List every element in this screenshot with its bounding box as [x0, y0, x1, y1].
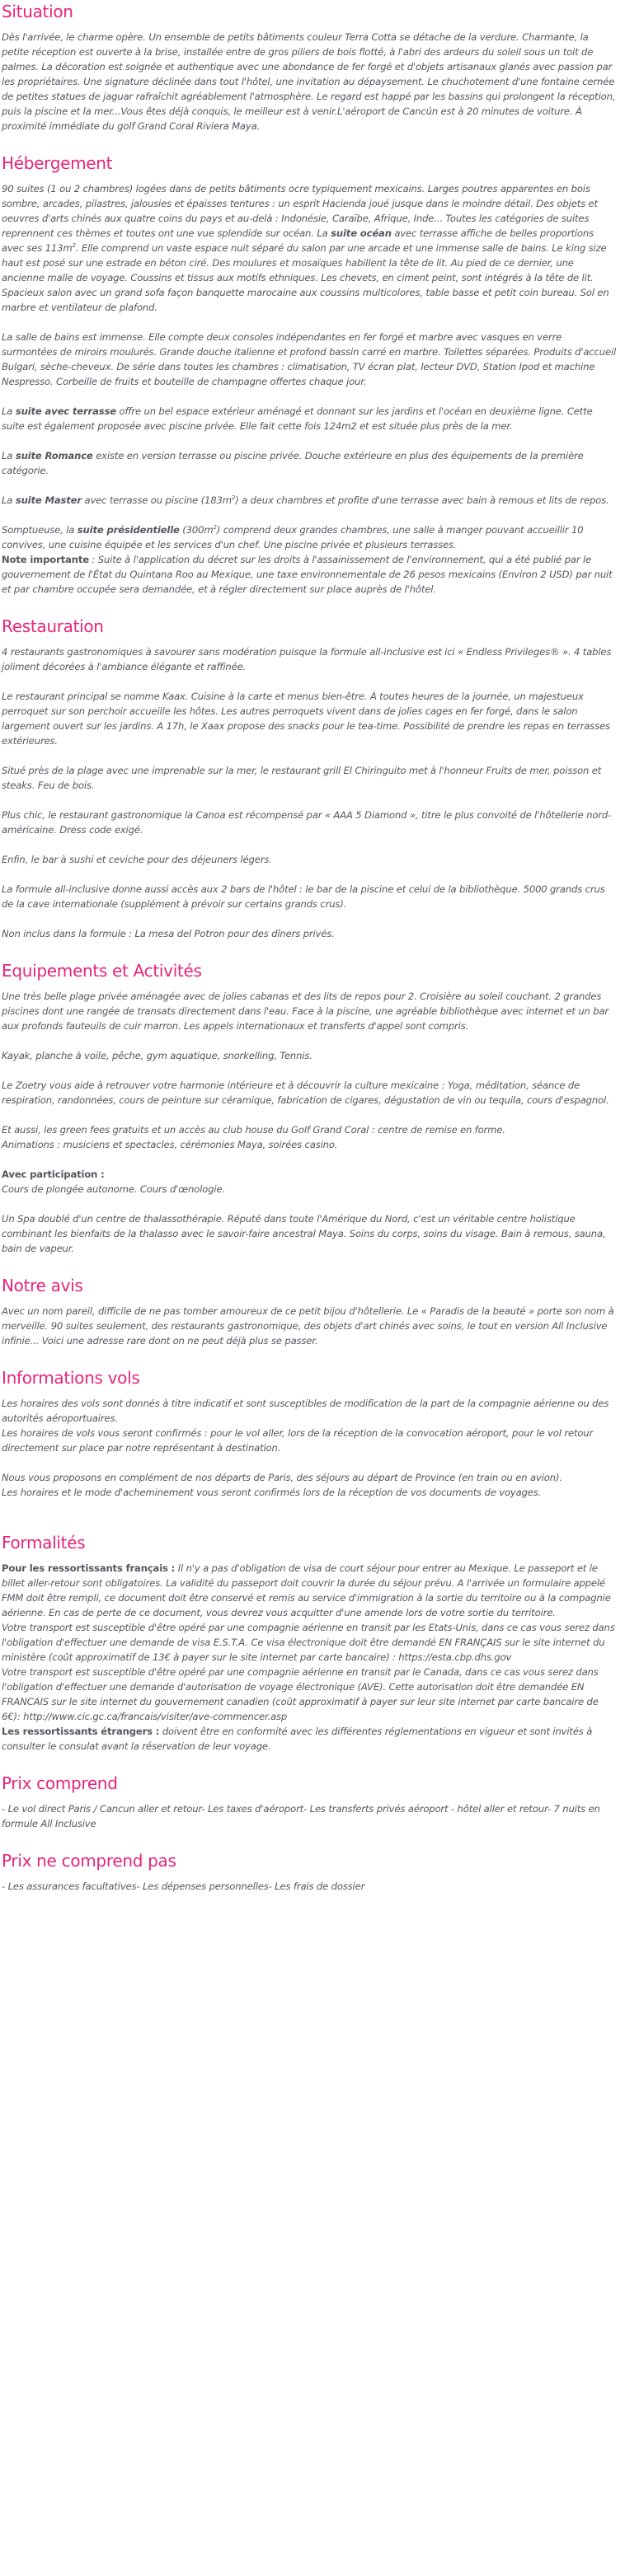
- text-run: - Le vol direct Paris / Cancun aller et retour- Les taxes d'aéroport- Les transferts privés aéroport - hôtel aller et retour- 7 nuits en formule All Inclusive: [2, 1803, 600, 1829]
- text-run: existe en version terrasse ou piscine privée. Douche extérieure en plus des équipements de la première catégorie.: [2, 450, 584, 476]
- text-run: La salle de bains est immense. Elle compte deux consoles indépendantes en fer forgé et marbre avec vasques en verre surmontées de miroirs moulurés. Grande douche italienne et profond bassin carré en marbre. Toilettes séparées. Produits d'accueil Bulgari, sèche-cheveux. De série dans toutes les chambres : climatisation, TV écran plat, lecteur DVD, Station Ipod et machine Nespresso. Corbeille de fruits et bouteille de champagne offertes chaque jour.: [2, 331, 617, 387]
- paragraph: [2, 1167, 618, 1197]
- superscript: 2: [213, 524, 217, 532]
- bold-text: Note importante: [2, 554, 89, 565]
- section-title-equipements-et-activites: Equipements et Activités: [2, 961, 202, 981]
- section-prix-comprend: [2, 1772, 618, 1831]
- text-run: Il n'y a pas d'obligation de visa de court séjour pour entrer au Mexique. Le passeport et le billet aller-retour sont obligatoires. La validité du passeport doit couvrir la durée du séjour prévu. A l'arrivée un formulaire appelé FMM doit être rempli, ce document doit être conservé et remis au service d'immigration à la sortie du territoire ou à la compagnie aérienne. En cas de perte de ce document, vous devrez vous acquitter d'une amende lors de votre sortie du territoire.: [2, 1562, 611, 1618]
- superscript: 2: [231, 494, 236, 502]
- text-run: Votre transport est susceptible d'être opéré par une compagnie aérienne en transit par les Etats-Unis, dans ce cas vous serez dans l'obligation d'effectuer une demande de visa E.S.T.A. Ce visa électronique doit être demandé EN FRANÇAIS sur le site internet du ministère (coût approximatif de 13€ à payer sur le site internet par carte bancaire) : https://esta.cbp.dhs.gov: [2, 1622, 615, 1663]
- paragraph: [2, 1078, 618, 1108]
- section-title-prix-comprend: Prix comprend: [2, 1773, 118, 1793]
- text-run: : Suite à l'application du décret sur les droits à l'assainissement de l'environnement, qui a été publié par le gouvernement de l'État du Quintana Roo au Mexique, une taxe environnementale de 26 pesos mexicains (Environ 2 USD) par nuit et par chambre occupée sera demandée, et à régler directement sur place auprès de l'hôtel.: [2, 554, 613, 595]
- bold-text: Avec participation :: [2, 1169, 105, 1180]
- text-run: avec terrasse affiche de belles proportions avec ses 113m: [2, 227, 594, 254]
- text-run: Le restaurant principal se nomme Kaax. Cuisine à la carte et menus bien-être. À toutes heures de la journée, un majestueux perroquet sur son perchoir accueille les hôtes. Les autres perroquets vivent dans de jolies cages en fer forgé, dans le salon largement ouvert sur les jardins. A 17h, le Xaax propose des snacks pour le tea-time. Possibilité de prendre les repas en terrasses extérieures.: [2, 691, 610, 747]
- paragraph: [2, 1048, 618, 1063]
- paragraph: [2, 493, 618, 508]
- text-run: - Les assurances facultatives- Les dépenses personnelles- Les frais de dossier: [2, 1880, 365, 1892]
- paragraph: [2, 763, 618, 793]
- text-run: avec terrasse ou piscine (183m: [81, 494, 232, 506]
- text-run: 90 suites (1 ou 2 chambres) logées dans de petits bâtiments ocre typiquement mexicains. Larges poutres apparentes en bois sombre, arcades, pilastres, jalousies et épaisses tentures : un esprit Hacienda joué jusque dans le moindre détail. Des objets et oeuvres d'arts chinés aux quatre coins du pays et au-delà : Indonésie, Caraïbe, Afrique, Inde... Toutes les catégories de suites reprennent ces thèmes et toutes ont une vue splendide sur océan. La: [2, 183, 598, 239]
- bold-text: suite océan: [331, 227, 392, 239]
- section-notre-avis: [2, 1274, 618, 1348]
- bold-text: Pour les ressortissants français :: [2, 1562, 176, 1574]
- paragraph: [2, 330, 618, 389]
- text-run: . Elle comprend un vaste espace nuit séparé du salon par une arcade et une immense salle de bains. Le king size haut est posé sur une estrade en béton ciré. Des moulures et mosaïques habillent la tête de lit. Au pied de ce dernier, une ancienne malle de voyage. Coussins et tissus aux motifs ethniques. Les chevets, en ciment peint, sont intégrés à la tête de lit. Spacieux salon avec un grand sofa façon banquette marocaine aux coussins multicolores, table basse et petit coin bureau. Sol en marbre et ventilateur de plafond.: [2, 242, 609, 313]
- section-prix-ne-comprend-pas: [2, 1849, 618, 1894]
- paragraph: [2, 1211, 618, 1256]
- text-run: Le Zoetry vous aide à retrouver votre harmonie intérieure et à découvrir la culture mexicaine : Yoga, méditation, séance de respiration, randonnées, cours de peinture sur céramique, fabrication de cigares, dégustation de vin ou tequila, cours d'espagnol.: [2, 1080, 609, 1106]
- bold-text: Les ressortissants étrangers :: [2, 1726, 160, 1737]
- section-equipements-et-activites: [2, 959, 618, 1256]
- paragraph: [2, 852, 618, 867]
- text-run: Les horaires et le mode d'acheminement vous seront confirmés lors de la réception de vos documents de voyages.: [2, 1487, 542, 1498]
- paragraph: [2, 181, 618, 315]
- section-informations-vols: [2, 1366, 618, 1500]
- section-title-hebergement: Hébergement: [2, 153, 113, 173]
- paragraph: [2, 644, 618, 674]
- text-run: ) a deux chambres et profite d'une terrasse avec bain à remous et lits de repos.: [235, 494, 609, 506]
- text-run: offre un bel espace extérieur aménagé et donnant sur les jardins et l'océan en deuxième ligne. Cette suite est également proposée avec piscine privée. Elle fait cette fois 124m2 et est située plus près de la mer.: [2, 405, 593, 432]
- text-run: Enfin, le bar à sushi et ceviche pour des déjeuners légers.: [2, 854, 272, 865]
- text-run: doivent être en conformité avec les différentes réglementations en vigueur et sont invités à consulter le consulat avant la réservation de leur voyage.: [2, 1726, 593, 1752]
- section-restauration: [2, 615, 618, 941]
- text-run: Les horaires des vols sont donnés à titre indicatif et sont susceptibles de modification de la part de la compagnie aérienne ou des autorités aéroportuaires.: [2, 1398, 609, 1424]
- superscript: 2: [72, 242, 76, 250]
- paragraph: [2, 689, 618, 748]
- text-run: Votre transport est susceptible d'être opéré par une compagnie aérienne en transit par le Canada, dans ce cas vous serez dans l'obligation d'effectuer une demande d'autorisation de voyage électronique (AVE). Cette autorisation doit être demandée EN FRANCAIS sur le site internet du gouvernement canadien (coût approximatif à payer sur leur site internet par carte bancaire de 6€): http://www.cic.gc.ca/francais/visiter/ave-commencer.asp: [2, 1666, 599, 1722]
- text-run: Plus chic, le restaurant gastronomique la Canoa est récompensé par « AAA 5 Diamond », titre le plus convoité de l'hôtellerie nord-américaine. Dress code exigé.: [2, 809, 612, 836]
- paragraph: [2, 1470, 618, 1500]
- paragraph: [2, 882, 618, 911]
- paragraph: [2, 1879, 618, 1894]
- paragraph: [2, 1396, 618, 1455]
- text-run: La: [2, 450, 16, 461]
- text-run: Un Spa doublé d'un centre de thalassothérapie. Réputé dans toute l'Amérique du Nord, c'est un véritable centre holistique combinant les bienfaits de la thalasso avec le savoir-faire ancestral Maya. Soins du corps, soins du visage. Bain à remous, sauna, bain de vapeur.: [2, 1213, 606, 1254]
- text-run: Dès l'arrivée, le charme opère. Un ensemble de petits bâtiments couleur Terra Cotta se détache de la verdure. Charmante, la petite réception est ouverte à la brise, installée entre de gros piliers de bois flotté, à l'abri des ardeurs du soleil sous un toit de palmes. La décoration est soignée et authentique avec une abondance de fer forgé et d'objets artisanaux glanés avec passion par les propriétaires. Une signature déclinée dans tout l'hôtel, une invitation au dépaysement. Le chuchotement d'une fontaine cernée de petites statues de jaguar rafraîchit agréablement l'atmosphère. Le regard est happé par les bassins qui prolongent la réception, puis la piscine et la mer...Vous êtes déjà conquis, le meilleur est à venir.L'aéroport de Cancún est à 20 minutes de voiture. À proximité immédiate du golf Grand Coral Riviera Maya.: [2, 31, 616, 132]
- text-run: La: [2, 494, 16, 506]
- paragraph: [2, 926, 618, 941]
- section-title-notre-avis: Notre avis: [2, 1276, 83, 1295]
- text-run: La: [2, 405, 16, 417]
- text-run: Avec un nom pareil, difficile de ne pas tomber amoureux de ce petit bijou d'hôtellerie. Le « Paradis de la beauté » porte son nom à merveille. 90 suites seulement, des restaurants gastronomique, des objets d'art chinés avec soins, le tout en version All Inclusive infinie... Voici une adresse rare dont on ne peut déjà plus se passer.: [2, 1305, 614, 1347]
- paragraph: [2, 1561, 618, 1754]
- section-situation: [2, 0, 618, 133]
- text-run: ) comprend deux grandes chambres, une salle à manger pouvant accueillir 10 convives, une cuisine équipée et les services d'un chef. Une piscine privée et plusieurs terrasses.: [2, 524, 584, 550]
- paragraph: [2, 522, 618, 597]
- text-run: Animations : musiciens et spectacles, cérémonies Maya, soirées casino.: [2, 1139, 338, 1150]
- text-run: Non inclus dans la formule : La mesa del Potron pour des dîners privés.: [2, 928, 335, 939]
- section-title-restauration: Restauration: [2, 616, 104, 636]
- text-run: (300m: [179, 524, 214, 536]
- text-run: Cours de plongée autonome. Cours d'œnologie.: [2, 1183, 225, 1195]
- section-formalites: [2, 1531, 618, 1754]
- section-hebergement: [2, 152, 618, 597]
- section-title-informations-vols: Informations vols: [2, 1368, 140, 1388]
- text-run: Une très belle plage privée aménagée avec de jolies cabanas et des lits de repos pour 2. Croisière au soleil couchant. 2 grandes piscines dont une rangée de transats directement dans l'eau. Face à la piscine, une agréable bibliothèque avec internet et un bar aux profonds fauteuils de cuir marron. Les appels internationaux et transferts d'appel sont compris.: [2, 991, 609, 1032]
- paragraph: [2, 808, 618, 837]
- section-title-situation: Situation: [2, 2, 73, 21]
- paragraph: [2, 30, 618, 133]
- bold-text: suite Romance: [15, 450, 93, 461]
- text-run: La formule all-inclusive donne aussi accès aux 2 bars de l'hôtel : le bar de la piscine et celui de la bibliothèque. 5000 grands crus de la cave internationale (supplément à prévoir sur certains grands crus).: [2, 883, 605, 910]
- text-run: Situé près de la plage avec une imprenable sur la mer, le restaurant grill El Chiringuito met à l'honneur Fruits de mer, poisson et steaks. Feu de bois.: [2, 765, 602, 791]
- bold-text: suite Master: [15, 494, 82, 506]
- bold-text: suite avec terrasse: [15, 405, 117, 417]
- paragraph: [2, 989, 618, 1033]
- section-title-formalites: Formalités: [2, 1533, 86, 1553]
- bold-text: suite présidentielle: [77, 524, 180, 536]
- section-title-prix-ne-comprend-pas: Prix ne comprend pas: [2, 1851, 176, 1871]
- text-run: 4 restaurants gastronomiques à savourer sans modération puisque la formule all-inclusive est ici « Endless Privileges® ». 4 tables joliment décorées à l'ambiance élégante et raffinée.: [2, 646, 612, 672]
- text-run: Kayak, planche à voile, pêche, gym aquatique, snorkelling, Tennis.: [2, 1050, 312, 1061]
- paragraph: [2, 1122, 618, 1152]
- text-run: Nous vous proposons en complément de nos départs de Paris, des séjours au départ de Province (en train ou en avion).: [2, 1472, 562, 1483]
- paragraph: [2, 448, 618, 478]
- text-run: Somptueuse, la: [2, 524, 78, 536]
- paragraph: [2, 404, 618, 433]
- text-run: Les horaires de vols vous seront confirmés : pour le vol aller, lors de la réception de la convocation aéroport, pour le vol retour directement sur place par notre représentant à destination.: [2, 1427, 594, 1454]
- paragraph: [2, 1304, 618, 1348]
- text-run: Et aussi, les green fees gratuits et un accès au club house du Golf Grand Coral : centre de remise en forme.: [2, 1124, 505, 1136]
- paragraph: [2, 1801, 618, 1831]
